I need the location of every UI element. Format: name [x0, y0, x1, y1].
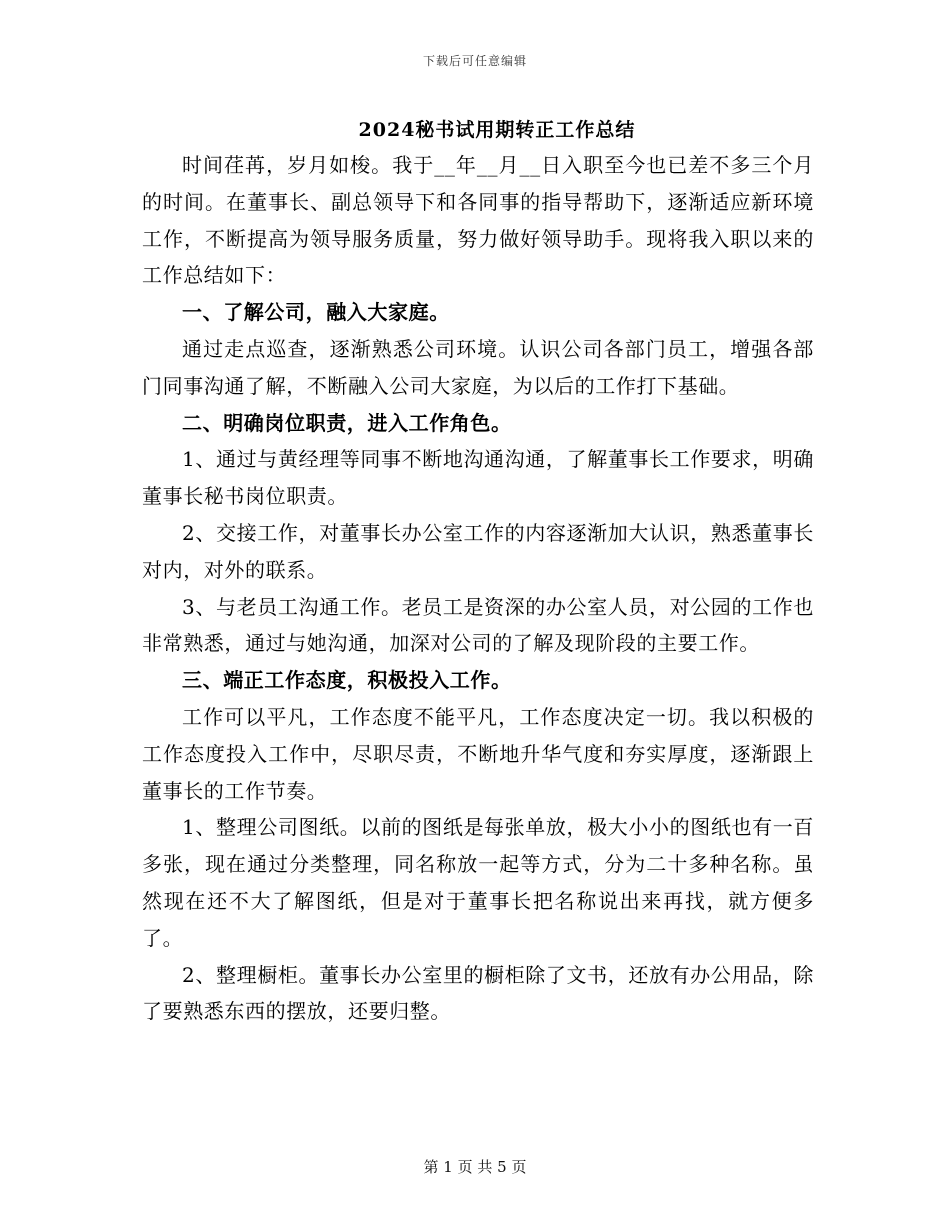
paragraph: 2、交接工作，对董事长办公室工作的内容逐渐加大认识，熟悉董事长对内，对外的联系。: [142, 520, 814, 582]
section-heading: 三、端正工作态度，积极投入工作。: [182, 668, 512, 693]
paragraph: 3、与老员工沟通工作。老员工是资深的办公室人员，对公园的工作也非常熟悉，通过与她沟通，加深对公司的了解及现阶段的主要工作。: [142, 594, 814, 656]
document-title: 2024秘书试用期转正工作总结: [358, 119, 636, 141]
paragraph: 通过走点巡查，逐渐熟悉公司环境。认识公司各部门员工，增强各部门同事沟通了解，不断融入公司大家庭，为以后的工作打下基础。: [142, 336, 814, 398]
paragraph: 工作可以平凡，工作态度不能平凡，工作态度决定一切。我以积极的工作态度投入工作中，尽职尽责，不断地升华气度和夯实厚度，逐渐跟上董事长的工作节奏。: [142, 704, 814, 803]
page-footer: 第 1 页 共 5 页: [423, 1158, 527, 1176]
section-heading: 二、明确岗位职责，进入工作角色。: [182, 410, 512, 435]
paragraph: 2、整理橱柜。董事长办公室里的橱柜除了文书，还放有办公用品，除了要熟悉东西的摆放，还要归整。: [142, 962, 814, 1024]
paragraph: 时间荏苒，岁月如梭。我于__年__月__日入职至今也已差不多三个月的时间。在董事长、副总领导下和各同事的指导帮助下，逐渐适应新环境工作，不断提高为领导服务质量，努力做好领导助手。现将我入职以来的工作总结如下：: [142, 153, 814, 288]
paragraph: 1、整理公司图纸。以前的图纸是每张单放，极大小小的图纸也有一百多张，现在通过分类整理，同名称放一起等方式，分为二十多种名称。虽然现在还不大了解图纸，但是对于董事长把名称说出来再找，就方便多了。: [142, 815, 814, 950]
header-note: 下载后可任意编辑: [422, 54, 527, 68]
section-heading: 一、了解公司，融入大家庭。: [182, 300, 450, 325]
paragraph: 1、通过与黄经理等同事不断地沟通沟通，了解董事长工作要求，明确董事长秘书岗位职责。: [142, 447, 814, 509]
document-body: [142, 147, 814, 1030]
